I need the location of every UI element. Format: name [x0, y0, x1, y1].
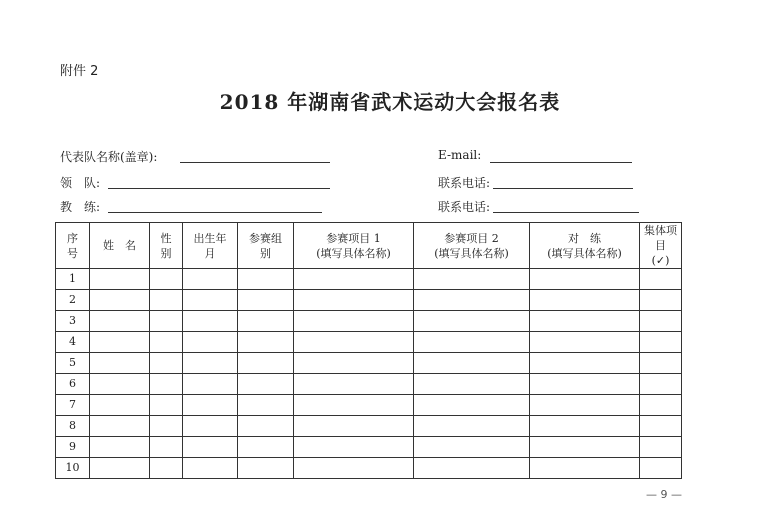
table-cell[interactable]	[150, 437, 183, 458]
header-group-event: 集体项目 (✓)	[640, 223, 682, 269]
table-cell[interactable]	[238, 353, 294, 374]
table-cell[interactable]	[414, 290, 530, 311]
table-cell[interactable]	[183, 353, 238, 374]
table-cell[interactable]	[530, 395, 640, 416]
table-row	[56, 311, 682, 332]
table-cell[interactable]	[90, 437, 150, 458]
row-number: 7	[56, 395, 90, 416]
row-number: 2	[56, 290, 90, 311]
table-cell[interactable]	[640, 269, 682, 290]
row-number: 5	[56, 353, 90, 374]
table-cell[interactable]	[150, 353, 183, 374]
table-cell[interactable]	[238, 416, 294, 437]
table-cell[interactable]	[530, 290, 640, 311]
table-cell[interactable]	[640, 458, 682, 479]
table-cell[interactable]	[90, 332, 150, 353]
table-cell[interactable]	[90, 290, 150, 311]
table-cell[interactable]	[414, 395, 530, 416]
table-cell[interactable]	[530, 269, 640, 290]
table-row	[56, 290, 682, 311]
leader-phone-label: 联系电话:	[438, 176, 491, 190]
header-name: 姓 名	[90, 223, 150, 269]
table-cell[interactable]	[414, 311, 530, 332]
table-cell[interactable]	[150, 269, 183, 290]
table-cell[interactable]	[183, 395, 238, 416]
header-event1: 参赛项目 1 (填写具体名称)	[294, 223, 414, 269]
coach-phone-line	[493, 212, 639, 213]
table-cell[interactable]	[90, 353, 150, 374]
table-cell[interactable]	[414, 416, 530, 437]
attachment-label: 附件 2	[60, 64, 99, 79]
table-cell[interactable]	[414, 269, 530, 290]
table-cell[interactable]	[150, 458, 183, 479]
leader-phone-field[interactable]	[438, 174, 490, 191]
table-cell[interactable]	[238, 332, 294, 353]
table-cell[interactable]	[183, 416, 238, 437]
table-cell[interactable]	[238, 311, 294, 332]
table-row	[56, 269, 682, 290]
email-label: E-mail:	[438, 148, 482, 162]
table-cell[interactable]	[530, 458, 640, 479]
table-cell[interactable]	[238, 290, 294, 311]
table-cell[interactable]	[294, 374, 414, 395]
table-cell[interactable]	[640, 416, 682, 437]
page-title: 2018 年湖南省武术运动大会报名表	[219, 90, 561, 114]
table-cell[interactable]	[183, 437, 238, 458]
email-field[interactable]	[438, 148, 481, 162]
registration-table	[55, 222, 682, 479]
table-cell[interactable]	[294, 332, 414, 353]
header-duel: 对 练 (填写具体名称)	[530, 223, 640, 269]
table-cell[interactable]	[530, 332, 640, 353]
table-cell[interactable]	[90, 458, 150, 479]
table-cell[interactable]	[238, 395, 294, 416]
leader-line	[108, 188, 330, 189]
table-row	[56, 374, 682, 395]
table-row	[56, 395, 682, 416]
table-cell[interactable]	[530, 353, 640, 374]
coach-phone-field[interactable]	[438, 198, 490, 215]
table-cell[interactable]	[150, 290, 183, 311]
table-cell[interactable]	[640, 332, 682, 353]
table-cell[interactable]	[238, 374, 294, 395]
page-number: — 9 —	[646, 488, 682, 501]
table-row	[56, 353, 682, 374]
table-cell[interactable]	[294, 458, 414, 479]
table-row	[56, 437, 682, 458]
header-seq: 序 号	[56, 223, 90, 269]
table-cell[interactable]	[90, 395, 150, 416]
table-cell[interactable]	[238, 437, 294, 458]
table-cell[interactable]	[238, 269, 294, 290]
table-cell[interactable]	[294, 437, 414, 458]
leader-phone-line	[493, 188, 633, 189]
table-cell[interactable]	[150, 332, 183, 353]
table-cell[interactable]	[530, 374, 640, 395]
table-cell[interactable]	[183, 290, 238, 311]
table-row	[56, 332, 682, 353]
email-line	[490, 162, 632, 163]
table-row	[56, 458, 682, 479]
row-number: 10	[56, 458, 90, 479]
table-cell[interactable]	[294, 290, 414, 311]
table-cell[interactable]	[294, 311, 414, 332]
table-cell[interactable]	[414, 437, 530, 458]
team-name-field[interactable]	[60, 148, 157, 165]
table-cell[interactable]	[90, 416, 150, 437]
row-number: 1	[56, 269, 90, 290]
table-cell[interactable]	[640, 353, 682, 374]
table-cell[interactable]	[150, 311, 183, 332]
table-cell[interactable]	[294, 269, 414, 290]
table-cell[interactable]	[183, 311, 238, 332]
coach-label: 教 练:	[60, 200, 101, 214]
table-cell[interactable]	[294, 416, 414, 437]
table-cell[interactable]	[530, 416, 640, 437]
coach-line	[108, 212, 322, 213]
team-name-line	[180, 162, 330, 163]
table-cell[interactable]	[414, 458, 530, 479]
leader-label: 领 队:	[60, 176, 101, 190]
table-cell[interactable]	[640, 395, 682, 416]
table-cell[interactable]	[90, 269, 150, 290]
table-cell[interactable]	[294, 395, 414, 416]
row-number: 9	[56, 437, 90, 458]
header-gender: 性 别	[150, 223, 183, 269]
header-birth: 出生年 月	[183, 223, 238, 269]
table-cell[interactable]	[640, 437, 682, 458]
table-header-row	[56, 223, 682, 269]
table-cell[interactable]	[183, 458, 238, 479]
table-cell[interactable]	[294, 353, 414, 374]
table-cell[interactable]	[530, 437, 640, 458]
coach-field[interactable]	[60, 198, 100, 215]
table-cell[interactable]	[640, 311, 682, 332]
row-number: 6	[56, 374, 90, 395]
table-cell[interactable]	[414, 374, 530, 395]
table-cell[interactable]	[238, 458, 294, 479]
table-cell[interactable]	[150, 416, 183, 437]
table-cell[interactable]	[183, 374, 238, 395]
table-cell[interactable]	[640, 290, 682, 311]
table-cell[interactable]	[530, 311, 640, 332]
row-number: 4	[56, 332, 90, 353]
leader-field[interactable]	[60, 174, 100, 191]
table-row	[56, 416, 682, 437]
row-number: 3	[56, 311, 90, 332]
row-number: 8	[56, 416, 90, 437]
table-cell[interactable]	[640, 374, 682, 395]
table-cell[interactable]	[183, 332, 238, 353]
table-cell[interactable]	[90, 374, 150, 395]
coach-phone-label: 联系电话:	[438, 200, 491, 214]
header-group: 参赛组 别	[238, 223, 294, 269]
table-cell[interactable]	[150, 374, 183, 395]
team-name-label: 代表队名称(盖章):	[60, 150, 158, 164]
table-cell[interactable]	[150, 395, 183, 416]
header-event2: 参赛项目 2 (填写具体名称)	[414, 223, 530, 269]
table-cell[interactable]	[414, 353, 530, 374]
table-cell[interactable]	[183, 269, 238, 290]
table-cell[interactable]	[414, 332, 530, 353]
table-cell[interactable]	[90, 311, 150, 332]
